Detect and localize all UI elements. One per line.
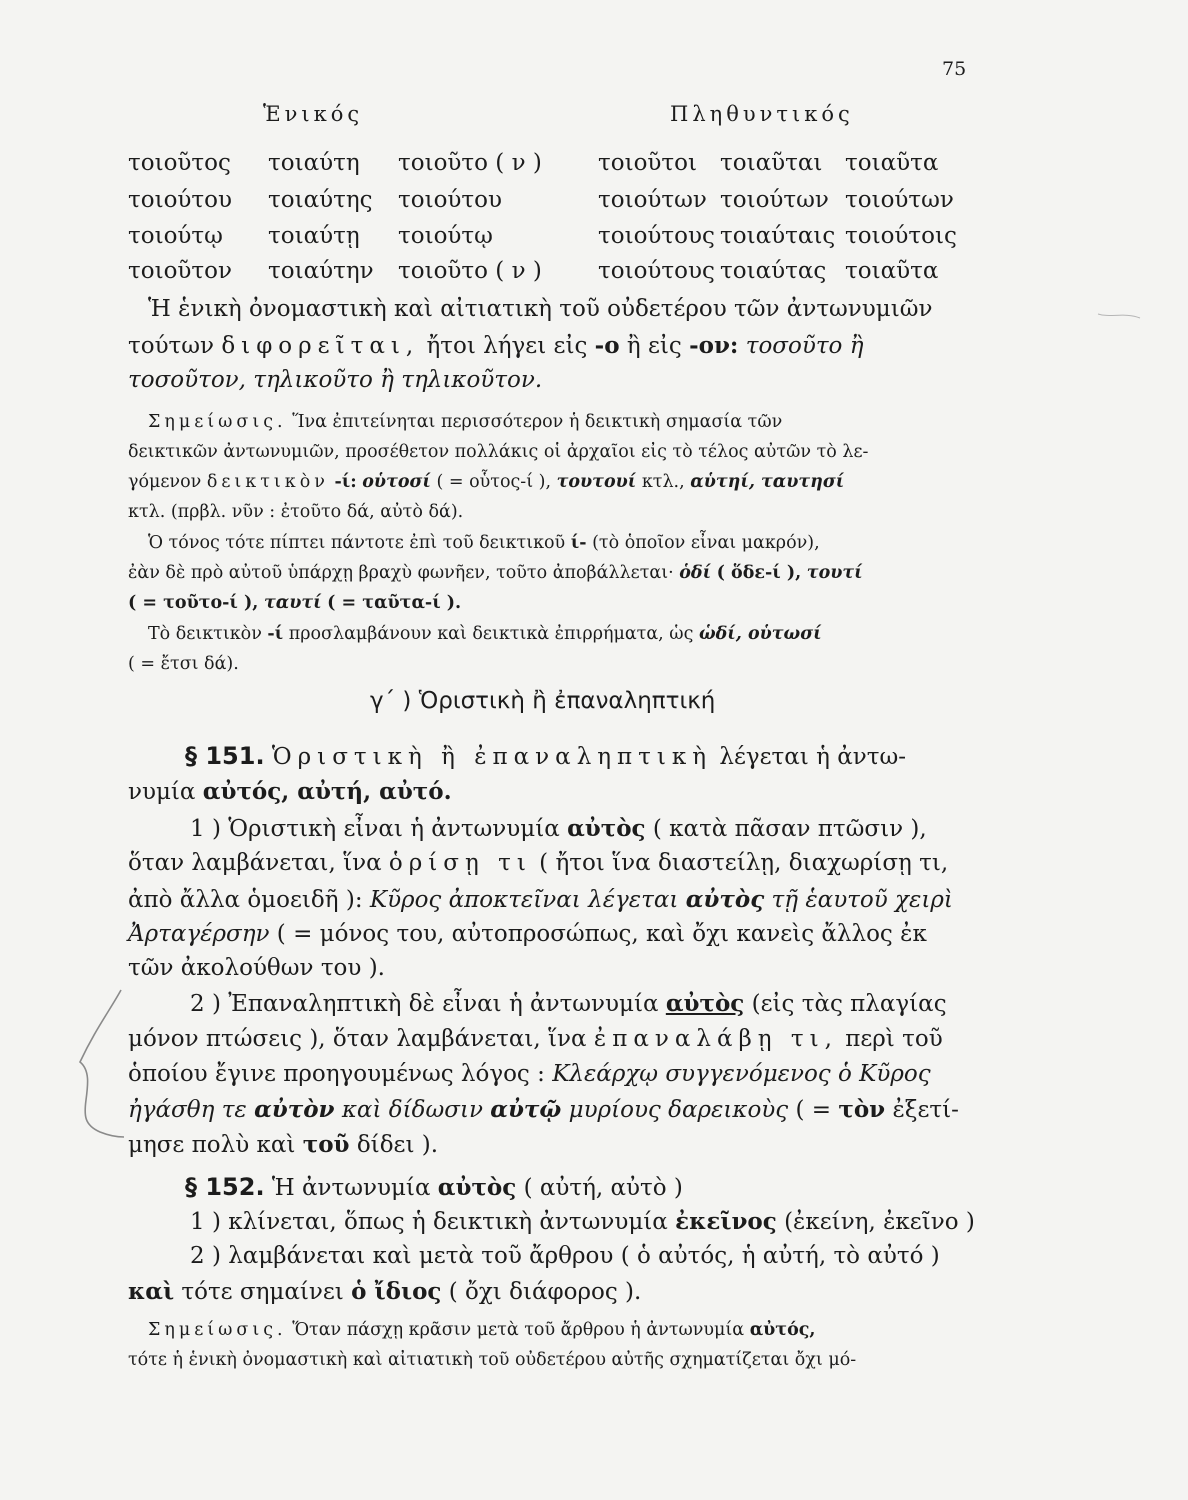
text-line: κτλ. (πρβλ. νῦν : ἐτοῦτο δά, αὐτὸ δά).	[128, 502, 464, 522]
text-line: 1 ) Ὁριστικὴ εἶναι ἡ ἀντωνυμία αὐτὸς ( κατὰ πᾶσαν πτῶσιν ),	[190, 815, 927, 842]
header-plural: Πληθυντικός	[670, 102, 854, 126]
table-cell: τοιούτων	[598, 187, 707, 213]
table-cell: τοιούτοις	[845, 223, 957, 249]
table-cell: τοιαύτης	[268, 187, 373, 213]
section-heading: γ΄ ) Ὁριστικὴ ἢ ἐπαναληπτική	[370, 688, 716, 714]
underlined-term: αὐτὸς	[665, 990, 745, 1017]
table-cell: τοιαύτη	[268, 150, 360, 176]
text-line: Ὁ τόνος τότε πίπτει πάντοτε ἐπὶ τοῦ δεικτικοῦ ί- (τὸ ὁποῖον εἶναι μακρόν),	[148, 533, 820, 553]
table-cell: τοιούτου	[128, 187, 232, 213]
table-cell: τοιούτῳ	[128, 223, 223, 249]
text-line: ἠγάσθη τε αὐτὸν καὶ δίδωσιν αὐτῷ μυρίους δαρεικοὺς ( = τὸν ἐξετί-	[128, 1096, 959, 1123]
table-cell: τοιαῦται	[720, 150, 823, 176]
text-line: νυμία αὐτός, αὐτή, αὐτό.	[128, 778, 452, 805]
text-line: 2 ) λαμβάνεται καὶ μετὰ τοῦ ἄρθρου ( ὁ αὐτός, ἡ αὐτή, τὸ αὐτό )	[190, 1243, 940, 1269]
text-line: Σημείωσις. Ὅταν πάσχῃ κρᾶσιν μετὰ τοῦ ἄρθρου ἡ ἀντωνυμία αὐτός,	[148, 1320, 816, 1340]
text-line: ( = ἔτσι δά).	[128, 654, 239, 674]
note-label: Σημείωσις.	[148, 412, 287, 432]
note-label: Σημείωσις.	[148, 1320, 287, 1340]
table-cell: τοιοῦτο ( ν )	[398, 258, 542, 284]
text-line: ὅταν λαμβάνεται, ἵνα ὁρίσῃ τι ( ἤτοι ἵνα διαστείλῃ, διαχωρίσῃ τι,	[128, 850, 949, 876]
text-line: ἀπὸ ἄλλα ὁμοειδῆ ): Κῦρος ἀποκτεῖναι λέγεται αὐτὸς τῇ ἑαυτοῦ χειρὶ	[128, 886, 953, 913]
table-cell: τοιοῦτος	[128, 150, 231, 176]
text-line: ( = τοῦτο-ί ), ταυτί ( = ταῦτα-ί ).	[128, 593, 462, 613]
spaced-term: διφορεῖται,	[221, 333, 420, 359]
text-line: 1 ) κλίνεται, ὅπως ἡ δεικτικὴ ἀντωνυμία ἐκεῖνος (ἐκείνη, ἐκεῖνο )	[190, 1208, 975, 1235]
text-line: τοσοῦτον, τηλικοῦτο ἢ τηλικοῦτον.	[128, 367, 543, 393]
section-number: § 151.	[185, 742, 265, 770]
table-cell: τοιοῦτο ( ν )	[398, 150, 542, 176]
text-line: Ἀρταγέρσην ( = μόνος του, αὐτοπροσώπως, καὶ ὄχι κανεὶς ἄλλος ἐκ	[128, 921, 927, 947]
text-line: δεικτικῶν ἀντωνυμιῶν, προσέθετον πολλάκις οἱ ἀρχαῖοι εἰς τὸ τέλος αὐτῶν τὸ λε-	[128, 442, 869, 462]
text-line: ἐὰν δὲ πρὸ αὐτοῦ ὑπάρχῃ βραχὺ φωνῆεν, τοῦτο ἀποβάλλεται· ὁδί ( ὅδε-ί ), τουτί	[128, 563, 863, 583]
table-cell: τοιούτων	[720, 187, 829, 213]
table-cell: τοιοῦτον	[128, 258, 232, 284]
text-line: τότε ἡ ἑνικὴ ὀνομαστικὴ καὶ αἰτιατικὴ τοῦ οὐδετέρου αὐτῆς σχηματίζεται ὄχι μό-	[128, 1350, 857, 1370]
text-line: § 151. Ὁριστικὴ ἢ ἐπαναληπτικὴ λέγεται ἡ ἀντω-	[185, 742, 906, 770]
text-line: γόμενον δεικτικὸν -ί: οὑτοσί ( = οὗτος-ί ), τουτουί κτλ., αὑτηί, ταυτησί	[128, 472, 845, 492]
spaced-term: Ὁριστικὴ ἢ ἐπαναληπτικὴ	[271, 744, 713, 770]
text-line: τούτων διφορεῖται, ἤτοι λήγει εἰς -ο ἢ εἰς -ον: τοσοῦτο ἢ	[128, 332, 864, 359]
spaced-term: ὁρίσῃ τι	[388, 850, 532, 876]
text-line: μησε πολὺ καὶ τοῦ δίδει ).	[128, 1131, 439, 1158]
table-cell: τοιαύτην	[268, 258, 374, 284]
text-line: καὶ τότε σημαίνει ὁ ἴδιος ( ὄχι διάφορος ).	[128, 1278, 642, 1305]
text-line: ὁποίου ἔγινε προηγουμένως λόγος : Κλεάρχῳ συγγενόμενος ὁ Κῦρος	[128, 1061, 931, 1087]
text-line: Τὸ δεικτικὸν -ί προσλαμβάνουν καὶ δεικτικὰ ἐπιρρήματα, ὡς ὡδί, οὑτωσί	[148, 624, 822, 644]
table-cell: τοιούτους	[598, 223, 715, 249]
table-cell: τοιούτῳ	[398, 223, 493, 249]
spaced-term: ἐπαναλάβῃ τι,	[593, 1026, 838, 1052]
section-number: § 152.	[185, 1173, 265, 1201]
table-cell: τοιοῦτοι	[598, 150, 698, 176]
table-cell: τοιούτων	[845, 187, 954, 213]
table-cell: τοιαύτας	[720, 258, 827, 284]
table-cell: τοιαύτῃ	[268, 223, 360, 249]
text-line: Ἡ ἑνικὴ ὀνομαστικὴ καὶ αἰτιατικὴ τοῦ οὐδετέρου τῶν ἀντωνυμιῶν	[148, 296, 933, 322]
text-line: μόνον πτώσεις ), ὅταν λαμβάνεται, ἵνα ἐπαναλάβῃ τι, περὶ τοῦ	[128, 1026, 943, 1052]
page-number: 75	[942, 58, 967, 80]
header-singular: Ἑνικός	[263, 102, 364, 126]
text-line: Σημείωσις. Ἵνα ἐπιτείνηται περισσότερον ἡ δεικτικὴ σημασία τῶν	[148, 412, 783, 432]
table-cell: τοιαύταις	[720, 223, 836, 249]
text-line: τῶν ἀκολούθων του ).	[128, 955, 385, 981]
table-cell: τοιούτους	[598, 258, 715, 284]
text-line: § 152. Ἡ ἀντωνυμία αὐτὸς ( αὐτή, αὐτὸ )	[185, 1173, 683, 1201]
table-cell: τοιαῦτα	[845, 258, 939, 284]
text-line: 2 ) Ἐπαναληπτικὴ δὲ εἶναι ἡ ἀντωνυμία αὐτὸς (εἰς τὰς πλαγίας	[190, 990, 947, 1017]
table-cell: τοιούτου	[398, 187, 502, 213]
table-cell: τοιαῦτα	[845, 150, 939, 176]
